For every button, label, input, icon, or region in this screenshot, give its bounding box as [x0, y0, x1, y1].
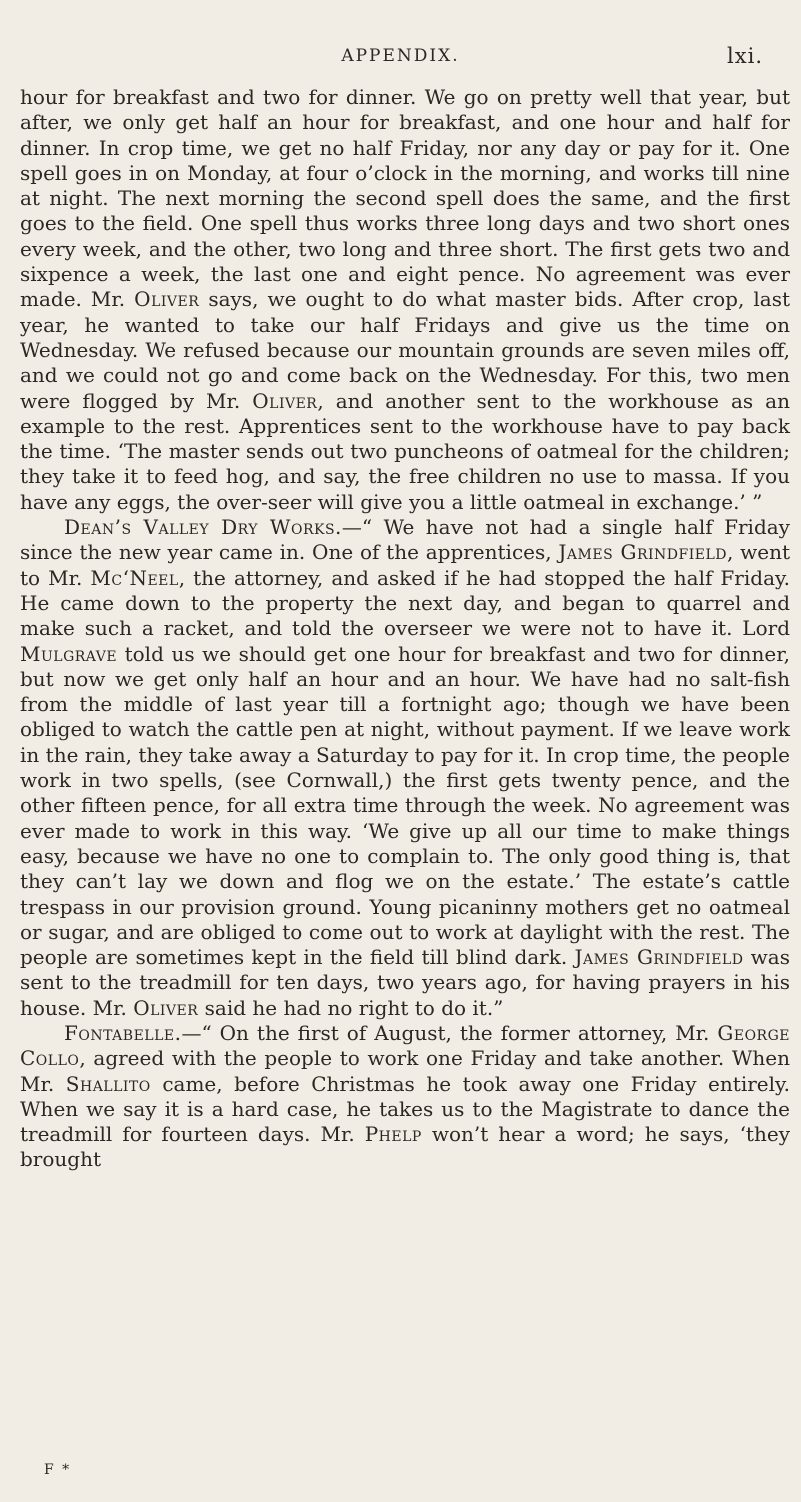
paragraph [20, 1021, 790, 1173]
text-run: —“ On the first of August, the former attorney, Mr. [181, 1020, 718, 1045]
text-run: , the attorney, and asked if he had stopped the half Friday. He came down to the property the next day, and began to quarrel and make such a racket, and told the overseer we were not to have it. Lord [20, 565, 790, 641]
proper-name: Mc‘Neel [90, 565, 179, 590]
proper-name: George Collo [20, 1020, 790, 1071]
text-run: —“ We have not had a single half Friday since the new year came in. One of the apprentices, [20, 515, 790, 565]
proper-name: Fontabelle. [64, 1020, 182, 1045]
paragraph [20, 85, 790, 515]
text-run: , agreed with the people to work one Friday and take another. When Mr. [20, 1046, 790, 1096]
running-head: APPENDIX. [341, 46, 460, 66]
signature-mark: F * [44, 1462, 72, 1478]
proper-name: Oliver [252, 388, 318, 413]
text-run: came, before Christmas he took away one Friday entirely. When we say it is a hard case, he takes us to the Magistrate to dance the treadmill for fourteen days. Mr. [20, 1071, 791, 1147]
proper-name: Dean’s Valley Dry Works. [64, 515, 342, 540]
text-run: told us we should get one hour for breakfast and two for dinner, but now we get only half an hour and an hour. We have had no salt-fish from the middle of last year till a fortnight ago; though we have been obliged to watch the cattle pen at night, without payment. If we leave work in the rain, they take away a Saturday to pay for it. In crop time, the people work in two spells, (see Cornwall,) the first gets twenty pence, and the other fifteen pence, for all extra time through the week. No agreement was ever made to work in this way. ‘We give up all our time to make things easy, because we have no one to complain to. The only good thing is, that they can’t lay we down and flog we on the estate.’ The estate’s cattle trespass in our provision ground. Young picaninny mothers get no oatmeal or sugar, and are obliged to come out to work at daylight with the rest. The people are sometimes kept in the field till blind dark. [20, 641, 790, 970]
paragraph [20, 515, 790, 1021]
proper-name: James Grindfield [574, 945, 744, 970]
proper-name: Shallito [65, 1071, 151, 1096]
text-run: , and another sent to the workhouse as an example to the rest. Apprentices sent to the workhouse have to pay back the time. ‘The master sends out two puncheons of oatmeal for the children; they take it to feed hog, and say, the free children no use to massa. If you have any eggs, the over-seer will give you a little oatmeal in exchange.’ ” [20, 388, 790, 514]
proper-name: Oliver [133, 995, 199, 1020]
proper-name: Mulgrave [20, 641, 118, 666]
text-run: won’t hear a word; he says, ‘they brought [20, 1122, 790, 1172]
page-header [0, 44, 801, 72]
page-number: lxi. [727, 44, 763, 68]
proper-name: James Grindfield [558, 540, 727, 565]
text-run: , went to Mr. [20, 540, 790, 590]
body-text [20, 85, 790, 1173]
proper-name: Oliver [134, 287, 200, 312]
text-run: hour for breakfast and two for dinner. We go on pretty well that year, but after, we only get half an hour for breakfast, and one hour and half for dinner. In crop time, we get no half Friday, nor any day or pay for it. One spell goes in on Monday, at four o’clock in the morning, and works till nine at night. The next morning the second spell does the same, and the first goes to the field. One spell thus works three long days and two short ones every week, and the other, two long and three short. The first gets two and sixpence a week, the last one and eight pence. No agreement was ever made. Mr. [20, 85, 790, 312]
text-run: says, we ought to do what master bids. After crop, last year, he wanted to take our half Fridays and give us the time on Wednesday. We refused because our mountain grounds are seven miles off, and we could not go and come back on the Wednesday. For this, two men were flogged by Mr. [20, 287, 790, 413]
text-run: was sent to the treadmill for ten days, two years ago, for having prayers in his house. Mr. [20, 945, 790, 1020]
text-run: said he had no right to do it.” [198, 995, 504, 1020]
proper-name: Phelp [364, 1122, 422, 1147]
